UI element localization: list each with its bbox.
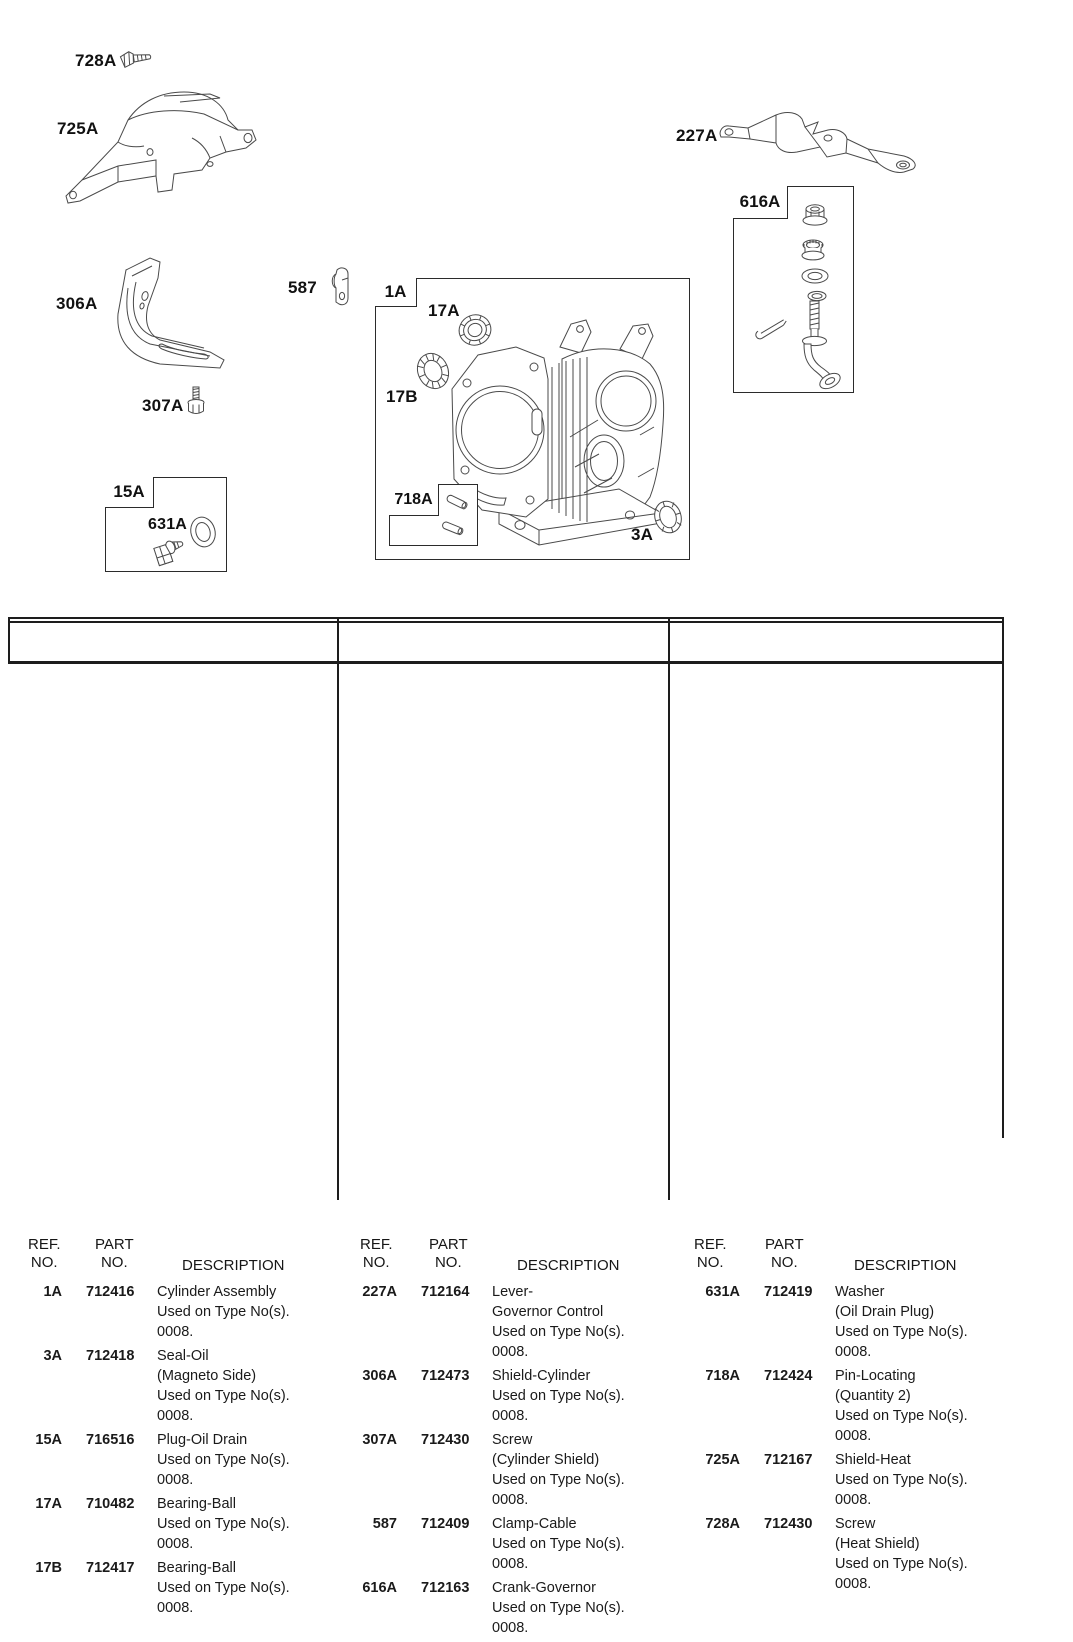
description-cell bbox=[148, 1494, 337, 1554]
description-cell bbox=[148, 1430, 337, 1490]
table-row bbox=[14, 1494, 337, 1554]
parts-table bbox=[0, 612, 1073, 1636]
ref-no-cell: 631A bbox=[705, 1284, 740, 1300]
table-row bbox=[14, 1430, 337, 1490]
table-column-3 bbox=[692, 1282, 1003, 1598]
ref-no-cell: 15A bbox=[35, 1432, 62, 1448]
lever-governor-control-drawing bbox=[716, 106, 934, 180]
callout-307A: 307A bbox=[142, 396, 184, 415]
callout-587: 587 bbox=[288, 278, 317, 297]
part-no-cell: 712416 bbox=[86, 1284, 135, 1300]
flanged-nut-icon bbox=[800, 201, 830, 229]
description-line: Bearing-Ball bbox=[157, 1560, 236, 1576]
header-part: PART bbox=[95, 1236, 134, 1253]
description-line: Used on Type No(s). bbox=[157, 1304, 290, 1320]
description-line: Pin-Locating bbox=[835, 1368, 916, 1384]
group-box-616A bbox=[733, 186, 854, 393]
part-no-cell: 712418 bbox=[86, 1348, 135, 1364]
description-line: 0008. bbox=[157, 1324, 194, 1340]
ref-no-cell: 1A bbox=[43, 1284, 62, 1300]
description-line: 0008. bbox=[492, 1408, 529, 1424]
description-line: 0008. bbox=[835, 1492, 872, 1508]
part-no-cell: 712409 bbox=[421, 1516, 470, 1532]
description-line: Used on Type No(s). bbox=[835, 1556, 968, 1572]
description-line: Used on Type No(s). bbox=[835, 1324, 968, 1340]
description-line: (Heat Shield) bbox=[835, 1536, 920, 1552]
ref-no-cell: 17A bbox=[35, 1496, 62, 1512]
ref-no-cell: 306A bbox=[362, 1368, 397, 1384]
description-line: Cylinder Assembly bbox=[157, 1284, 277, 1300]
part-no-cell: 712167 bbox=[764, 1452, 813, 1468]
table-row bbox=[14, 1346, 337, 1426]
header-description: DESCRIPTION bbox=[182, 1257, 285, 1274]
callout-728A: 728A bbox=[75, 51, 117, 70]
description-line: (Cylinder Shield) bbox=[492, 1452, 600, 1468]
description-cell bbox=[826, 1282, 1003, 1362]
description-cell bbox=[483, 1366, 668, 1426]
description-line: 0008. bbox=[157, 1472, 194, 1488]
group-label-718A bbox=[389, 484, 439, 516]
callout-306A: 306A bbox=[56, 294, 98, 313]
description-line: Used on Type No(s). bbox=[157, 1388, 290, 1404]
description-line: Used on Type No(s). bbox=[835, 1472, 968, 1488]
group-box-15A bbox=[105, 477, 227, 572]
description-line: 0008. bbox=[492, 1620, 529, 1636]
callout-3A: 3A bbox=[631, 525, 654, 544]
group-label-616A bbox=[733, 186, 788, 219]
part-no-cell: 712163 bbox=[421, 1580, 470, 1596]
table-right-rule bbox=[1002, 617, 1004, 1138]
description-cell bbox=[148, 1558, 337, 1618]
ref-no-cell: 718A bbox=[705, 1368, 740, 1384]
description-cell bbox=[483, 1578, 668, 1638]
table-row bbox=[692, 1450, 1003, 1510]
part-no-cell: 712430 bbox=[421, 1432, 470, 1448]
callout-17B: 17B bbox=[386, 387, 418, 406]
callout-17A: 17A bbox=[428, 301, 460, 320]
description-line: Used on Type No(s). bbox=[157, 1580, 290, 1596]
description-line: Used on Type No(s). bbox=[492, 1324, 625, 1340]
description-line: Used on Type No(s). bbox=[157, 1452, 290, 1468]
ref-no-cell: 227A bbox=[362, 1284, 397, 1300]
table-header-col-3 bbox=[670, 1236, 1003, 1276]
description-line: Governor Control bbox=[492, 1304, 604, 1320]
description-line: (Quantity 2) bbox=[835, 1388, 911, 1404]
description-cell bbox=[826, 1514, 1003, 1594]
description-line: Lever- bbox=[492, 1284, 534, 1300]
group-box-1A bbox=[375, 278, 690, 560]
description-line: Screw bbox=[492, 1432, 533, 1448]
plug-oil-drain-drawing bbox=[150, 538, 188, 568]
description-line: Used on Type No(s). bbox=[492, 1536, 625, 1552]
description-cell bbox=[148, 1282, 337, 1342]
description-line: Used on Type No(s). bbox=[492, 1600, 625, 1616]
table-row bbox=[14, 1558, 337, 1618]
table-divider-1 bbox=[337, 617, 339, 1200]
description-line: 0008. bbox=[835, 1344, 872, 1360]
description-line: 0008. bbox=[492, 1492, 529, 1508]
description-line: 0008. bbox=[492, 1344, 529, 1360]
part-no-cell: 712424 bbox=[764, 1368, 813, 1384]
description-line: Crank-Governor bbox=[492, 1580, 596, 1596]
part-no-cell: 716516 bbox=[86, 1432, 135, 1448]
description-cell bbox=[148, 1346, 337, 1426]
description-line: Plug-Oil Drain bbox=[157, 1432, 248, 1448]
table-row bbox=[349, 1578, 668, 1638]
description-line: (Magneto Side) bbox=[157, 1368, 257, 1384]
callout-227A: 227A bbox=[676, 126, 718, 145]
header-part-no: NO. bbox=[770, 1254, 798, 1271]
crank-governor-drawing bbox=[792, 299, 848, 389]
header-description: DESCRIPTION bbox=[854, 1257, 957, 1274]
header-ref: REF. bbox=[28, 1236, 61, 1253]
table-row bbox=[349, 1514, 668, 1574]
description-line: Shield-Heat bbox=[835, 1452, 911, 1468]
screw-heat-shield-icon bbox=[118, 47, 156, 73]
group-box-718A bbox=[389, 484, 478, 546]
description-line: 0008. bbox=[835, 1576, 872, 1592]
part-no-cell: 712430 bbox=[764, 1516, 813, 1532]
description-line: 0008. bbox=[157, 1408, 194, 1424]
header-ref-no: NO. bbox=[696, 1254, 724, 1271]
description-line: Used on Type No(s). bbox=[835, 1408, 968, 1424]
washer-oil-drain-drawing bbox=[188, 514, 218, 550]
ref-no-cell: 17B bbox=[35, 1560, 62, 1576]
description-line: Used on Type No(s). bbox=[492, 1388, 625, 1404]
description-line: Washer bbox=[835, 1284, 885, 1300]
description-line: 0008. bbox=[835, 1428, 872, 1444]
callout-631A: 631A bbox=[148, 516, 188, 533]
header-ref: REF. bbox=[360, 1236, 393, 1253]
description-line: Bearing-Ball bbox=[157, 1496, 236, 1512]
group-label-616A-text: 616A bbox=[739, 192, 781, 211]
cotter-pin-icon bbox=[750, 315, 790, 343]
header-ref: REF. bbox=[694, 1236, 727, 1253]
header-part-no: NO. bbox=[100, 1254, 128, 1271]
group-label-15A bbox=[105, 477, 154, 508]
table-row bbox=[349, 1430, 668, 1510]
part-no-cell: 712164 bbox=[421, 1284, 470, 1300]
description-cell bbox=[483, 1514, 668, 1574]
description-line: 0008. bbox=[157, 1600, 194, 1616]
clamp-cable-icon bbox=[324, 266, 352, 308]
ref-no-cell: 616A bbox=[362, 1580, 397, 1596]
part-no-cell: 712417 bbox=[86, 1560, 135, 1576]
table-header-rule bbox=[8, 661, 1003, 664]
ref-no-cell: 725A bbox=[705, 1452, 740, 1468]
table-header-col-1 bbox=[8, 1236, 337, 1276]
washer-icon bbox=[800, 267, 830, 285]
description-line: 0008. bbox=[492, 1556, 529, 1572]
group-label-1A bbox=[375, 278, 417, 307]
header-part: PART bbox=[429, 1236, 468, 1253]
description-line: 0008. bbox=[157, 1536, 194, 1552]
ref-no-cell: 307A bbox=[362, 1432, 397, 1448]
ref-no-cell: 3A bbox=[43, 1348, 62, 1364]
locating-pins-icon bbox=[442, 493, 474, 541]
description-line: Used on Type No(s). bbox=[492, 1472, 625, 1488]
description-line: Used on Type No(s). bbox=[157, 1516, 290, 1532]
description-cell bbox=[483, 1430, 668, 1510]
description-cell bbox=[483, 1282, 668, 1362]
screw-cylinder-shield-icon bbox=[184, 385, 208, 417]
description-cell bbox=[826, 1366, 1003, 1446]
header-ref-no: NO. bbox=[30, 1254, 58, 1271]
lock-nut-icon bbox=[798, 237, 828, 265]
table-column-2 bbox=[349, 1282, 668, 1642]
header-part: PART bbox=[765, 1236, 804, 1253]
ref-no-cell: 587 bbox=[372, 1516, 397, 1532]
callout-725A: 725A bbox=[57, 119, 99, 138]
description-line: Screw bbox=[835, 1516, 876, 1532]
table-row bbox=[692, 1282, 1003, 1362]
part-no-cell: 710482 bbox=[86, 1496, 135, 1512]
description-line: Shield-Cylinder bbox=[492, 1368, 591, 1384]
group-label-15A-text: 15A bbox=[113, 482, 145, 501]
description-cell bbox=[826, 1450, 1003, 1510]
exploded-parts-diagram bbox=[0, 0, 1073, 612]
group-label-718A-text: 718A bbox=[394, 490, 433, 508]
description-line: Seal-Oil bbox=[157, 1348, 209, 1364]
table-top-rule-outer bbox=[8, 617, 1003, 619]
table-header-col-2 bbox=[337, 1236, 668, 1276]
table-row bbox=[692, 1366, 1003, 1446]
description-line: (Oil Drain Plug) bbox=[835, 1304, 935, 1320]
header-ref-no: NO. bbox=[362, 1254, 390, 1271]
part-no-cell: 712419 bbox=[764, 1284, 813, 1300]
group-label-1A-text: 1A bbox=[384, 282, 407, 301]
description-line: Clamp-Cable bbox=[492, 1516, 577, 1532]
table-row bbox=[349, 1366, 668, 1426]
header-description: DESCRIPTION bbox=[517, 1257, 620, 1274]
table-row bbox=[349, 1282, 668, 1362]
header-part-no: NO. bbox=[434, 1254, 462, 1271]
ref-no-cell: 728A bbox=[705, 1516, 740, 1532]
table-left-rule bbox=[8, 617, 10, 664]
part-no-cell: 712473 bbox=[421, 1368, 470, 1384]
table-row bbox=[692, 1514, 1003, 1594]
shield-cylinder-drawing bbox=[98, 254, 230, 376]
table-row bbox=[14, 1282, 337, 1342]
shield-heat-drawing bbox=[60, 86, 270, 208]
table-column-1 bbox=[14, 1282, 337, 1622]
table-divider-2 bbox=[668, 617, 670, 1200]
table-top-rule-inner bbox=[8, 621, 1003, 623]
seal-oil-3A-drawing bbox=[652, 497, 684, 537]
